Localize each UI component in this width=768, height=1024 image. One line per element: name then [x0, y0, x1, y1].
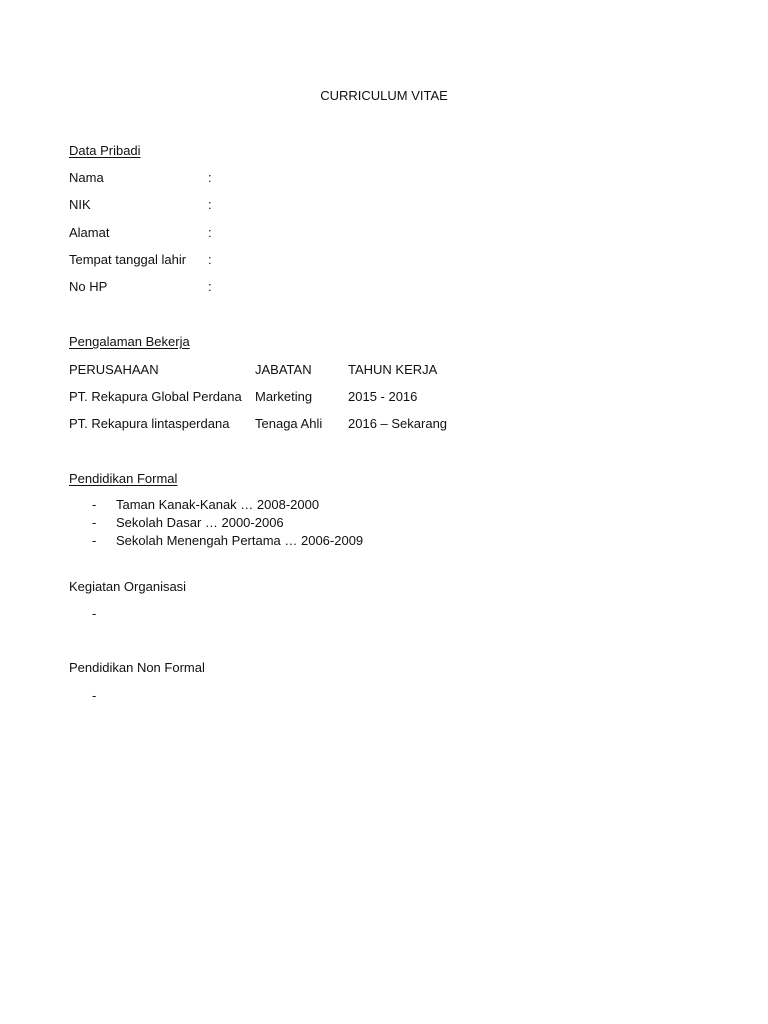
document-title: CURRICULUM VITAE	[320, 88, 448, 103]
formal-education-bullet-1: -	[92, 497, 97, 512]
field-label-nik: NIK	[69, 197, 91, 212]
field-label-ttl: Tempat tanggal lahir	[69, 252, 187, 267]
experience-col-header-years: TAHUN KERJA	[348, 362, 438, 377]
experience-row-1-company: PT. Rekapura Global Perdana	[69, 389, 242, 404]
experience-heading: Pengalaman Bekerja	[69, 334, 190, 349]
nonformal-education-heading: Pendidikan Non Formal	[69, 660, 205, 675]
experience-col-header-company: PERUSAHAAN	[69, 362, 159, 377]
nonformal-education-bullet: -	[92, 688, 97, 703]
formal-education-bullet-3: -	[92, 533, 97, 548]
experience-row-2-position: Tenaga Ahli	[255, 416, 323, 431]
formal-education-bullet-2: -	[92, 515, 97, 530]
personal-data-heading: Data Pribadi	[69, 143, 141, 158]
field-colon-alamat: :	[208, 225, 212, 240]
field-colon-ttl: :	[208, 252, 212, 267]
field-colon-nik: :	[208, 197, 212, 212]
experience-row-2-company: PT. Rekapura lintasperdana	[69, 416, 230, 431]
field-label-nohp: No HP	[69, 279, 108, 294]
experience-row-1-position: Marketing	[255, 389, 313, 404]
field-label-nama: Nama	[69, 170, 104, 185]
experience-row-1-years: 2015 - 2016	[348, 389, 418, 404]
field-label-alamat: Alamat	[69, 225, 110, 240]
formal-education-item-1: Taman Kanak-Kanak … 2008-2000	[116, 497, 320, 512]
field-colon-nohp: :	[208, 279, 212, 294]
experience-col-header-position: JABATAN	[255, 362, 312, 377]
formal-education-item-2: Sekolah Dasar … 2000-2006	[116, 515, 284, 530]
experience-row-2-years: 2016 – Sekarang	[348, 416, 448, 431]
formal-education-item-3: Sekolah Menengah Pertama … 2006-2009	[116, 533, 364, 548]
formal-education-heading: Pendidikan Formal	[69, 471, 178, 486]
field-colon-nama: :	[208, 170, 212, 185]
organization-heading: Kegiatan Organisasi	[69, 579, 187, 594]
organization-bullet: -	[92, 606, 97, 621]
